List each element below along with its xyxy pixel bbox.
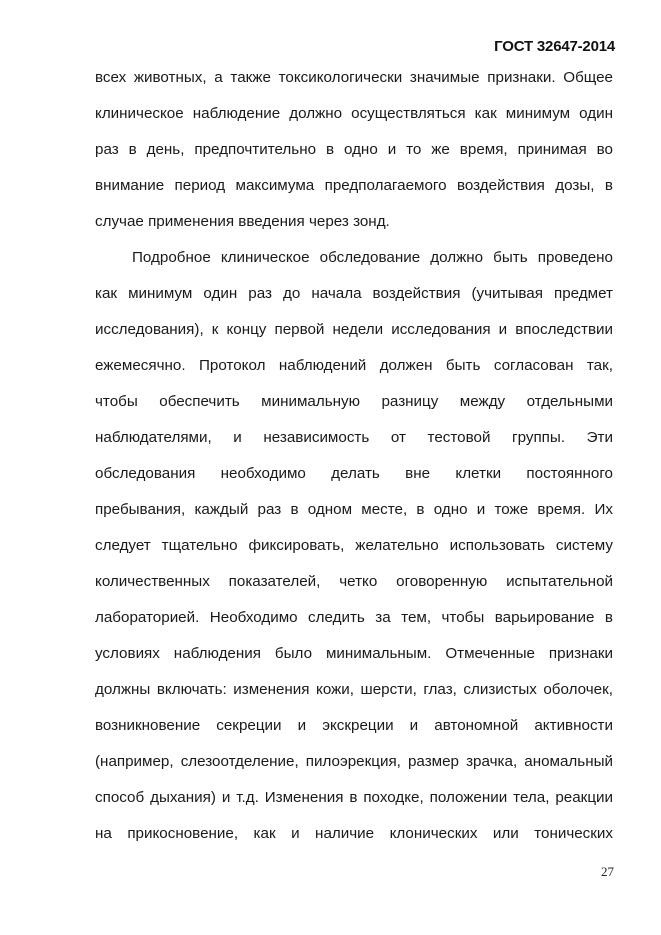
text-line: способ дыхания) и т.д. Изменения в походке, положении тела, реакции: [95, 789, 613, 806]
text-line: исследования), к концу первой недели исследования и впоследствии: [95, 321, 613, 338]
text-line: всех животных, а также токсикологически значимые признаки. Общее: [95, 69, 613, 86]
text-line: клиническое наблюдение должно осуществляться как минимум один: [95, 105, 613, 122]
text-line: должны включать: изменения кожи, шерсти, глаз, слизистых оболочек,: [95, 681, 613, 698]
text-line: на прикосновение, как и наличие клонических или тонических: [95, 825, 613, 842]
text-line: как минимум один раз до начала воздействия (учитывая предмет: [95, 285, 613, 302]
text-line: следует тщательно фиксировать, желательно использовать систему: [95, 537, 613, 554]
text-line: чтобы обеспечить минимальную разницу между отдельными: [95, 393, 613, 410]
paragraph-first-line: Подробное клиническое обследование должно быть проведено: [132, 249, 613, 266]
text-line: возникновение секреции и экскреции и автономной активности: [95, 717, 613, 734]
text-line: условиях наблюдения было минимальным. Отмеченные признаки: [95, 645, 613, 662]
text-line: наблюдателями, и независимость от тестовой группы. Эти: [95, 429, 613, 446]
text-line: (например, слезоотделение, пилоэрекция, размер зрачка, аномальный: [95, 753, 613, 770]
text-line: ежемесячно. Протокол наблюдений должен быть согласован так,: [95, 357, 613, 374]
page-number: 27: [601, 864, 614, 879]
text-line: пребывания, каждый раз в одном месте, в одно и тоже время. Их: [95, 501, 613, 518]
document-body: [95, 60, 613, 852]
text-line: внимание период максимума предполагаемого воздействия дозы, в: [95, 177, 613, 194]
text-line: обследования необходимо делать вне клетки постоянного: [95, 465, 613, 482]
document-standard-code: ГОСТ 32647-2014: [494, 38, 615, 55]
text-line: случае применения введения через зонд.: [95, 213, 390, 230]
text-line: раз в день, предпочтительно в одно и то же время, принимая во: [95, 141, 613, 158]
text-line: количественных показателей, четко оговоренную испытательной: [95, 573, 613, 590]
text-line: лабораторией. Необходимо следить за тем, чтобы варьирование в: [95, 609, 613, 626]
